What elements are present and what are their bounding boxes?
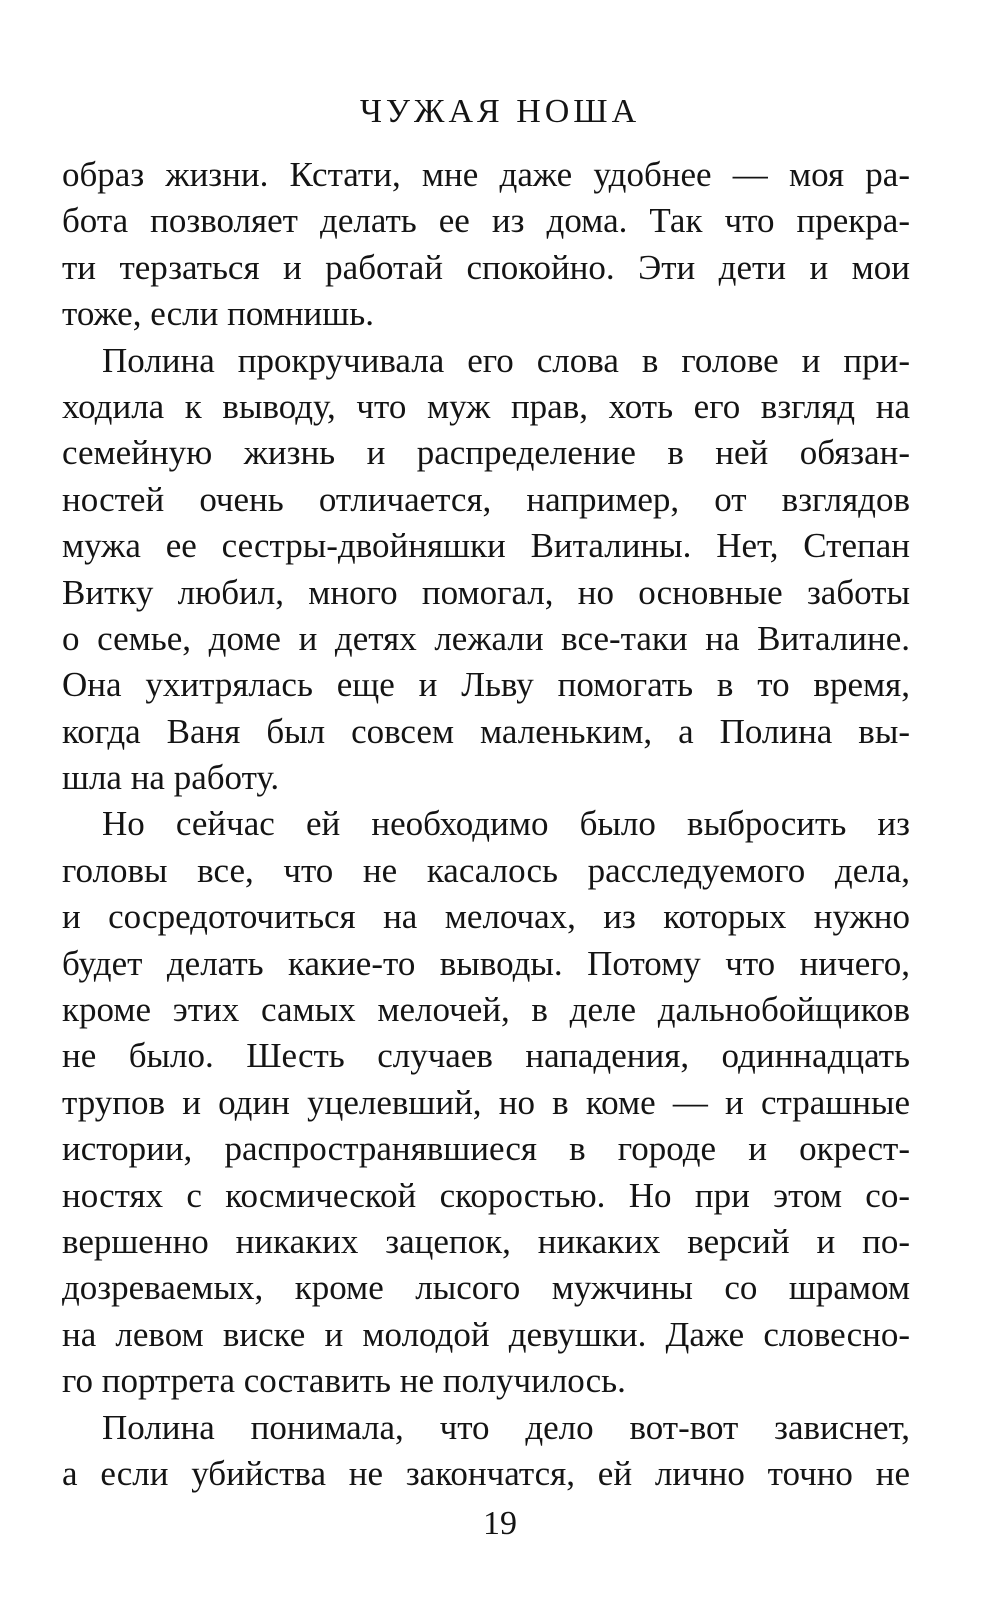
text-line: Но сейчас ей необходимо было выбросить из (102, 804, 910, 844)
text-line: о семье, доме и детях лежали все-таки на Виталине. (62, 618, 910, 658)
text-line: Полина понимала, что дело вот-вот зависнет, (102, 1407, 910, 1447)
text-line: мужа ее сестры-двойняшки Виталины. Нет, Степан (62, 526, 910, 566)
text-line: бота позволяет делать ее из дома. Так что прекра- (62, 201, 910, 241)
text-line: когда Ваня был совсем маленьким, а Полина вы- (62, 711, 910, 751)
text-line: ходила к выводу, что муж прав, хоть его взгляд на (62, 386, 910, 426)
text-line: и сосредоточиться на мелочах, из которых нужно (62, 897, 910, 937)
text-line: тоже, если помнишь. (62, 294, 374, 334)
text-line: истории, распространявшиеся в городе и окрест- (62, 1129, 910, 1169)
text-line: ностей очень отличается, например, от взглядов (62, 479, 910, 519)
text-line: ностях с космической скоростью. Но при этом со- (62, 1175, 910, 1215)
page-number: 19 (483, 1505, 517, 1542)
text-line: Витку любил, много помогал, но основные заботы (62, 572, 910, 612)
text-line: будет делать какие-то выводы. Потому что ничего, (62, 943, 910, 983)
text-line: семейную жизнь и распределение в ней обязан- (62, 433, 910, 473)
text-line: ти терзаться и работай спокойно. Эти дети и мои (62, 247, 910, 287)
text-line: трупов и один уцелевший, но в коме — и страшные (62, 1082, 910, 1122)
text-line: вершенно никаких зацепок, никаких версий и по- (62, 1221, 910, 1261)
text-line: Она ухитрялась еще и Льву помогать в то время, (62, 665, 910, 705)
text-line: го портрета составить не получилось. (62, 1361, 626, 1401)
text-line: дозреваемых, кроме лысого мужчины со шрамом (62, 1268, 910, 1308)
text-line: образ жизни. Кстати, мне даже удобнее — моя ра- (62, 155, 910, 194)
text-line: головы все, что не касалось расследуемого дела, (62, 850, 910, 890)
text-line: Полина прокручивала его слова в голове и при- (102, 340, 910, 380)
text-line: кроме этих самых мелочей, в деле дальнобойщиков (62, 990, 910, 1030)
text-line: на левом виске и молодой девушки. Даже словесно- (62, 1314, 910, 1354)
text-line: не было. Шесть случаев нападения, одиннадцать (62, 1036, 910, 1076)
running-head: ЧУЖАЯ НОША (359, 93, 641, 130)
body-text (62, 152, 910, 1497)
text-line: а если убийства не закончатся, ей лично точно не (62, 1453, 910, 1493)
text-line: шла на работу. (62, 758, 280, 798)
